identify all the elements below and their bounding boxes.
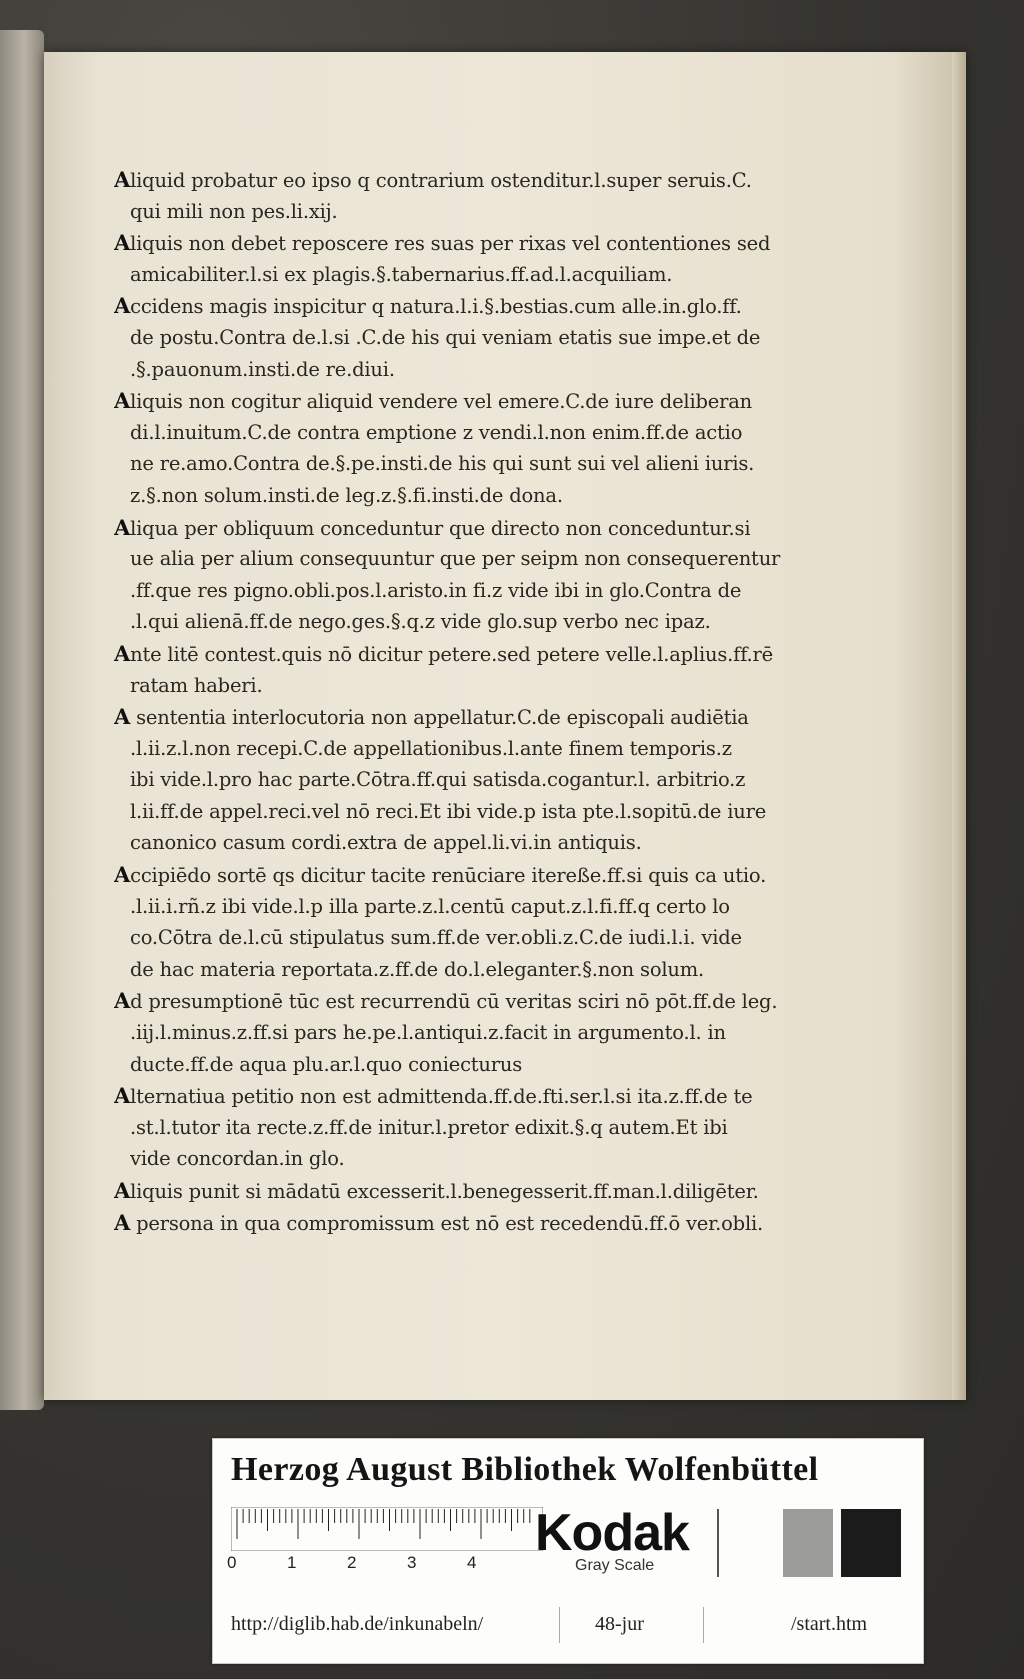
line-text: l.ii.ff.de appel.reci.vel nō reci.Et ibi vide.p ista pte.l.sopitū.de iure (130, 799, 767, 823)
text-line (114, 670, 814, 702)
line-text: persona in qua compromissum est nō est recedendū.ff.ō ver.obli. (130, 1211, 764, 1235)
text-line (114, 733, 814, 765)
initial-letter: A (114, 514, 131, 540)
text-line (114, 543, 814, 575)
catalog-info-row (213, 1599, 923, 1651)
text-line (114, 1175, 814, 1207)
text-line (114, 227, 814, 259)
line-text: liquis punit si mādatū excesserit.l.benegesserit.ff.man.l.diligēter. (130, 1180, 759, 1203)
line-text: liqua per obliquum conceduntur que directo non conceduntur.si (130, 516, 751, 540)
facing-page-edge (0, 30, 44, 1410)
line-text: amicabiliter.l.si ex plagis.§.tabernarius.ff.ad.l.acquiliam. (130, 262, 673, 286)
text-line (114, 891, 814, 923)
initial-letter: A (114, 1178, 131, 1203)
text-line (114, 796, 814, 828)
text-line (114, 1049, 814, 1081)
line-text: z.§.non solum.insti.de leg.z.§.fi.insti.de dona. (130, 483, 563, 507)
text-line (114, 638, 814, 670)
text-line (114, 827, 814, 859)
line-text: canonico casum cordi.extra de appel.li.vi.in antiquis. (130, 831, 642, 855)
page-fore-edge (952, 52, 966, 1400)
text-line (114, 701, 814, 733)
line-text: .l.ii.z.l.non recepi.C.de appellationibus.l.ante finem temporis.z (130, 736, 732, 760)
initial-letter: A (114, 1209, 131, 1235)
initial-letter: A (114, 862, 131, 888)
kodak-logo: Kodak (535, 1504, 689, 1562)
initial-letter: A (114, 1083, 131, 1109)
text-line (114, 859, 814, 891)
initial-letter: A (114, 230, 131, 256)
line-text: .iij.l.minus.z.ff.si pars he.pe.l.antiqui.z.facit in argumento.l. in (130, 1021, 726, 1045)
text-line (114, 480, 814, 512)
line-text: de hac materia reportata.z.ff.de do.l.eleganter.§.non solum. (130, 957, 705, 981)
text-line (114, 1017, 814, 1049)
line-text: ccidens magis inspicitur q natura.l.i.§.bestias.cum alle.in.glo.ff. (130, 295, 742, 319)
line-text: ue alia per alium consequuntur que per seipm non consequerentur (130, 547, 781, 571)
ruler-number: 0 (227, 1553, 237, 1572)
line-text: sententia interlocutoria non appellatur.C.de episcopali audiētia (130, 706, 749, 730)
initial-letter: A (114, 640, 131, 666)
gray-swatch-divider (717, 1509, 719, 1577)
line-text: liquis non cogitur aliquid vendere vel emere.C.de iure deliberan (130, 390, 753, 414)
shelfmark: 48-jur (595, 1613, 644, 1635)
gray-swatch-dark (841, 1509, 901, 1577)
line-text: .§.pauonum.insti.de re.diui. (130, 357, 395, 381)
ruler-number: 3 (407, 1553, 417, 1572)
text-line (114, 575, 814, 607)
text-line (114, 259, 814, 291)
library-name: Herzog August Bibliothek Wolfenbüttel (231, 1451, 819, 1488)
line-text: co.Cōtra de.l.cū stipulatus sum.ff.de ver.obli.z.C.de iudi.l.i. vide (130, 926, 742, 950)
divider (703, 1607, 704, 1643)
text-line (114, 1143, 814, 1175)
measurement-ruler (231, 1507, 543, 1551)
line-text: nte litē contest.quis nō dicitur petere.sed petere velle.l.aplius.ff.rē (130, 642, 773, 666)
text-line (114, 606, 814, 638)
text-line (114, 954, 814, 986)
line-text: vide concordan.in glo. (130, 1147, 345, 1171)
text-line (114, 417, 814, 449)
line-text: .l.ii.i.rñ.z ibi vide.l.p illa parte.z.l.centū caput.z.l.fi.ff.q certo lo (130, 894, 730, 918)
line-text: qui mili non pes.li.xij. (130, 199, 338, 223)
text-line (114, 1080, 814, 1112)
initial-letter: A (114, 988, 131, 1014)
text-line (114, 196, 814, 228)
gray-swatch-light (783, 1509, 833, 1577)
text-line (114, 1207, 814, 1239)
initial-letter: A (114, 293, 131, 319)
color-target-card (212, 1438, 924, 1664)
ruler-number: 4 (467, 1553, 477, 1572)
text-line (114, 985, 814, 1017)
gray-scale-label: Gray Scale (575, 1557, 655, 1574)
line-text: ne re.amo.Contra de.§.pe.insti.de his qui sunt sui vel alieni iuris. (130, 452, 755, 476)
line-text: di.l.inuitum.C.de contra emptione z vendi.l.non enim.ff.de actio (130, 420, 743, 444)
ruler-number: 1 (287, 1553, 297, 1572)
initial-letter: A (114, 388, 131, 414)
ruler-numbers (227, 1553, 557, 1575)
text-line (114, 290, 814, 322)
line-text: d presumptionē tūc est recurrendū cū veritas sciri nō pōt.ff.de leg. (130, 990, 778, 1014)
line-text: .ff.que res pigno.obli.pos.l.aristo.in fi.z vide ibi in glo.Contra de (130, 578, 742, 602)
line-text: ducte.ff.de aqua plu.ar.l.quo coniecturus (130, 1052, 523, 1076)
ruler-number: 2 (347, 1553, 357, 1572)
line-text: ratam haberi. (130, 673, 263, 697)
text-line (114, 164, 814, 196)
line-text: ccipiēdo sortē qs dicitur tacite renūciare itereße.ff.si quis ca utio. (130, 864, 767, 888)
text-line (114, 922, 814, 954)
text-line (114, 1112, 814, 1144)
initial-letter: A (114, 704, 131, 730)
text-line (114, 385, 814, 417)
line-text: .l.qui alienā.ff.de nego.ges.§.q.z vide glo.sup verbo nec ipaz. (130, 610, 711, 634)
line-text: lternatiua petitio non est admittenda.ff.de.fti.ser.l.si ita.z.ff.de te (130, 1085, 753, 1109)
divider (559, 1607, 560, 1643)
initial-letter: A (114, 167, 131, 192)
line-text: liquis non debet reposcere res suas per rixas vel contentiones sed (130, 232, 771, 256)
text-line (114, 448, 814, 480)
line-text: de postu.Contra de.l.si .C.de his qui veniam etatis sue impe.et de (130, 325, 761, 349)
page-text-block (114, 164, 814, 1238)
line-text: .st.l.tutor ita recte.z.ff.de initur.l.pretor edixit.§.q autem.Et ibi (130, 1115, 728, 1139)
digital-library-url: http://diglib.hab.de/inkunabeln/ (231, 1613, 484, 1635)
text-line (114, 512, 814, 544)
line-text: ibi vide.l.pro hac parte.Cōtra.ff.qui satisda.cogantur.l. arbitrio.z (130, 768, 746, 792)
start-page-link: /start.htm (791, 1613, 868, 1635)
line-text: liquid probatur eo ipso q contrarium ostenditur.l.super seruis.C. (130, 169, 752, 192)
text-line (114, 354, 814, 386)
text-line (114, 322, 814, 354)
text-line (114, 764, 814, 796)
book-page (44, 52, 966, 1400)
